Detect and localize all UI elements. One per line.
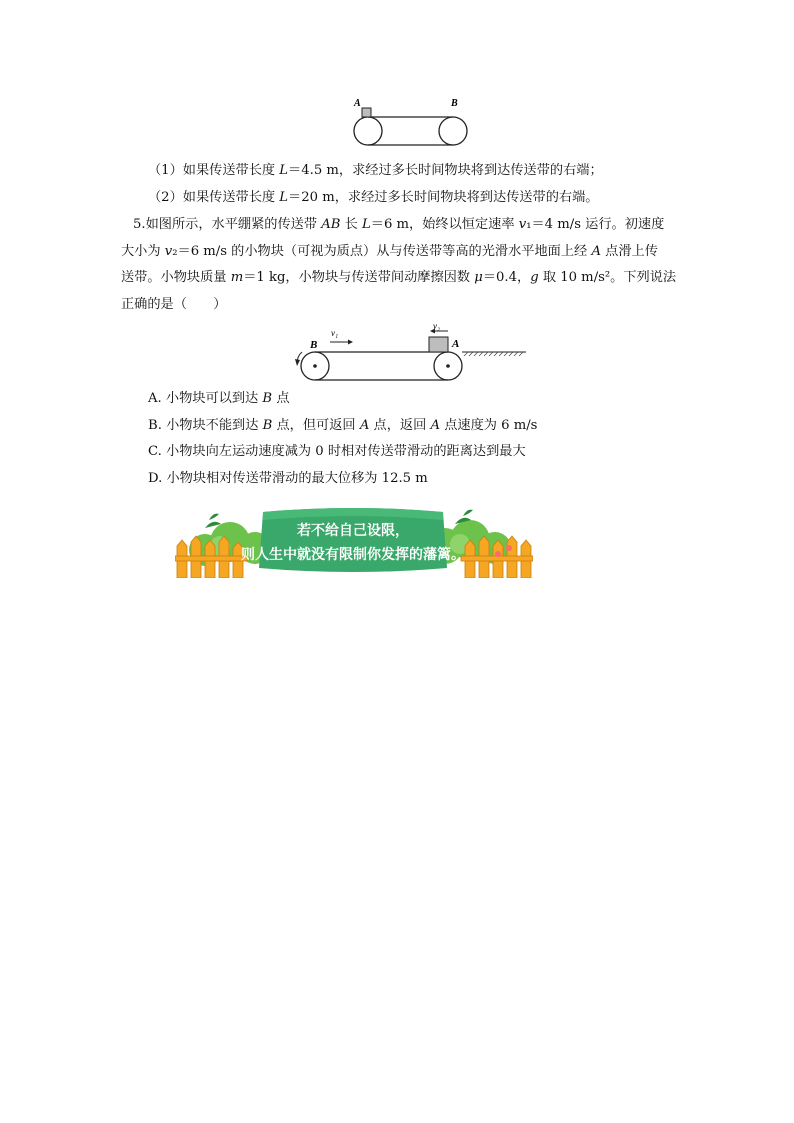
text-run: A. 小物块可以到达 xyxy=(148,391,263,406)
text-run: C. 小物块向左运动速度减为 0 时相对传送带滑动的距离达到最大 xyxy=(148,444,526,459)
text-run: 点滑上传 xyxy=(600,244,658,259)
text-run: 点，返回 xyxy=(369,418,431,433)
q4-part1: （1）如果传送带长度 L＝4.5 m，求经过多长时间物块将到达传送带的右端； xyxy=(148,163,603,178)
text-run: ₁＝4 m/s 运行。初速度 xyxy=(526,217,665,232)
q4-part2: （2）如果传送带长度 L＝20 m，求经过多长时间物块将到达传送带的右端。 xyxy=(148,190,599,205)
figure-conveyor-1 xyxy=(350,95,475,149)
text-run: 点速度为 6 m/s xyxy=(440,418,538,433)
label-v2: v₂ xyxy=(433,322,441,331)
text-run: ₂＝6 m/s 的小物块（可视为质点）从与传送带等高的光滑水平地面上经 xyxy=(172,244,592,259)
q5-line4: 正确的是（ ） xyxy=(121,297,227,312)
block xyxy=(429,337,448,352)
label-a: A xyxy=(354,98,361,109)
text-run: ＝0.4， xyxy=(482,270,531,285)
text-run: L xyxy=(362,217,371,232)
banner-line1: 若不给自己设限， xyxy=(297,523,409,539)
block-a xyxy=(362,108,371,117)
text-run: v xyxy=(518,217,527,232)
text-run: B xyxy=(262,418,273,433)
text-run: g xyxy=(530,270,539,285)
text-run: 长 xyxy=(340,217,363,232)
fence-right xyxy=(461,536,533,578)
label-v1: v₁ xyxy=(331,328,339,338)
text-run: ＝1 kg，小物块与传送带间动摩擦因数 xyxy=(243,270,475,285)
text-run: A xyxy=(591,244,601,259)
motivational-banner xyxy=(175,506,533,578)
text-run: D. 小物块相对传送带滑动的最大位移为 12.5 m xyxy=(148,471,428,486)
text-run: 点，但可返回 xyxy=(272,418,360,433)
q5-line2 xyxy=(121,243,658,261)
text-run: μ xyxy=(474,270,483,285)
text-run: A xyxy=(430,418,441,433)
label-b: B xyxy=(310,339,318,351)
banner-line2: 则人生中就没有限制你发挥的藩篱。 xyxy=(241,547,465,563)
option-d xyxy=(148,470,428,488)
text-run: 点 xyxy=(272,391,290,406)
text-run: v xyxy=(164,244,173,259)
text-run: AB xyxy=(321,217,341,232)
option-b xyxy=(148,417,537,435)
figure-conveyor-2 xyxy=(288,322,533,384)
label-a: A xyxy=(452,338,460,350)
text-run: A xyxy=(359,418,370,433)
q5-line3 xyxy=(121,269,676,287)
option-a xyxy=(148,390,290,408)
option-c xyxy=(148,443,526,461)
text-run: B xyxy=(262,391,273,406)
label-b: B xyxy=(451,98,458,109)
text-run: 大小为 xyxy=(121,244,165,259)
text-run: 5.如图所示，水平绷紧的传送带 xyxy=(133,217,322,232)
q5-line1 xyxy=(133,216,664,234)
text-run: 送带。小物块质量 xyxy=(121,270,231,285)
text-run: m xyxy=(230,270,244,285)
text-run: 取 10 m/s²。下列说法 xyxy=(538,270,677,285)
text-run: B. 小物块不能到达 xyxy=(148,418,263,433)
text-run: ＝6 m，始终以恒定速率 xyxy=(370,217,519,232)
